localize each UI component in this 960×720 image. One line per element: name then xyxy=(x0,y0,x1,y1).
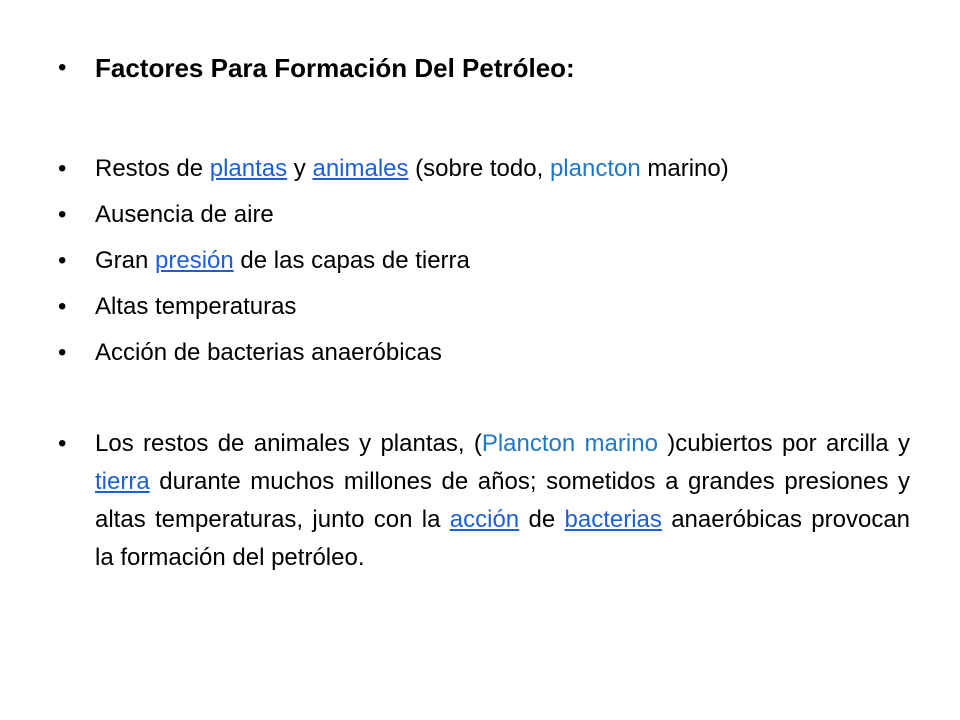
text-run: marino) xyxy=(640,155,729,182)
text-link[interactable]: bacterias xyxy=(564,506,662,533)
highlighted-term: plancton xyxy=(549,155,641,182)
text-link[interactable]: tierra xyxy=(95,468,150,495)
text-run: Restos de xyxy=(95,155,210,182)
bullet-icon: • xyxy=(58,247,67,274)
text-run: Gran xyxy=(95,247,156,274)
slide-title: Factores Para Formación Del Petróleo: xyxy=(95,53,575,83)
text-link[interactable]: animales xyxy=(312,155,409,182)
bullet-item-text xyxy=(95,150,910,188)
text-run: y xyxy=(287,155,313,182)
bullet-item-text xyxy=(95,334,910,372)
text-run: Altas temperaturas xyxy=(95,293,297,320)
text-run: durante muchos millones de años; sometidos a grandes presiones y altas temperaturas, junto con la xyxy=(95,468,910,533)
bullet-item-text xyxy=(95,196,910,234)
bullet-icon: • xyxy=(58,54,67,81)
text-run: de las capas de tierra xyxy=(233,247,470,274)
bullet-icon: • xyxy=(58,293,67,320)
bullet-icon: • xyxy=(58,339,67,366)
body-paragraph-row xyxy=(58,425,910,577)
text-run: Acción de bacterias anaeróbicas xyxy=(95,339,442,366)
text-run: )cubiertos por arcilla y xyxy=(657,430,910,457)
bullet-icon: • xyxy=(58,201,67,228)
text-run: de xyxy=(519,506,565,533)
bullet-item xyxy=(58,150,910,188)
bullet-icon: • xyxy=(58,430,67,457)
bullet-item xyxy=(58,196,910,234)
bullet-item-text xyxy=(95,288,910,326)
text-link[interactable]: plantas xyxy=(209,155,288,182)
text-run: (sobre todo, xyxy=(408,155,550,182)
slide-title-row xyxy=(58,49,910,87)
bullet-item xyxy=(58,288,910,326)
text-run: Los restos de animales y plantas, ( xyxy=(95,430,482,457)
bullet-icon: • xyxy=(58,155,67,182)
bullet-item xyxy=(58,242,910,280)
highlighted-term: Plancton marino xyxy=(481,430,658,457)
text-link[interactable]: acción xyxy=(449,506,520,533)
text-run: Ausencia de aire xyxy=(95,201,274,228)
text-run: anaeróbicas provocan la formación del petróleo. xyxy=(95,506,911,571)
body-paragraph xyxy=(95,425,910,577)
text-link[interactable]: presión xyxy=(155,247,234,274)
bullet-item xyxy=(58,334,910,372)
bullet-item-text xyxy=(95,242,910,280)
